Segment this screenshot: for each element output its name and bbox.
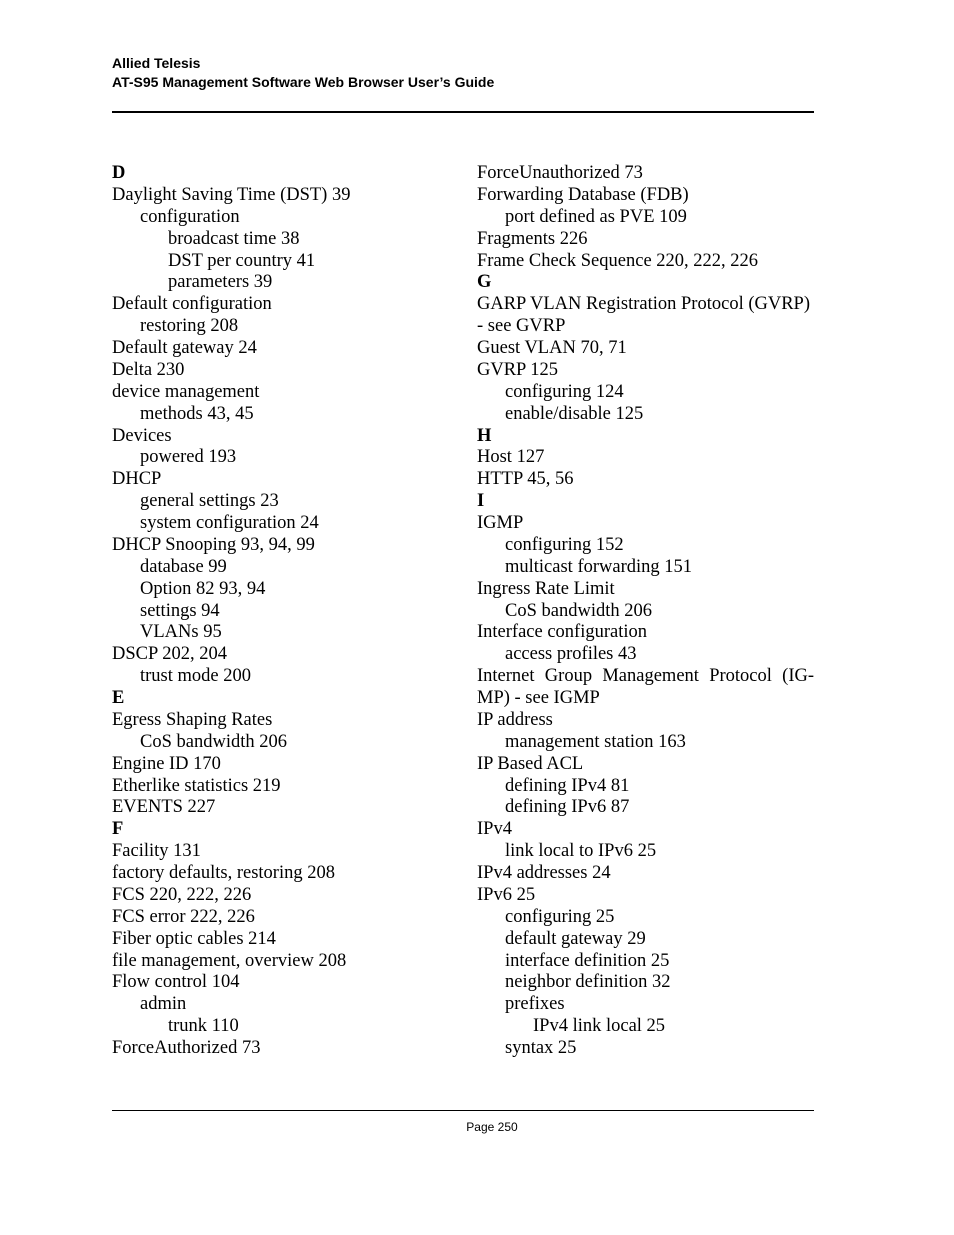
index-subentry: access profiles 43: [505, 644, 637, 665]
index-entry: Devices: [112, 425, 172, 446]
index-entry: Host 127: [477, 447, 545, 468]
index-subentry: interface definition 25: [505, 950, 670, 971]
index-entry: Engine ID 170: [112, 753, 221, 774]
index-subentry: management station 163: [505, 731, 686, 752]
guide-title: AT-S95 Management Software Web Browser User’s Guide: [112, 74, 495, 90]
index-entry: Fragments 226: [477, 228, 588, 249]
index-subentry: prefixes: [505, 994, 565, 1015]
index-subentry: admin: [140, 994, 187, 1015]
index-entry: IP address: [477, 709, 553, 730]
index-column-left: [112, 163, 452, 1060]
index-subentry: neighbor definition 32: [505, 972, 671, 993]
index-subentry: parameters 39: [168, 272, 273, 293]
index-subentry: port defined as PVE 109: [505, 206, 687, 227]
index-entry: file management, overview 208: [112, 950, 347, 971]
index-entry: EVENTS 227: [112, 797, 216, 818]
index-letter-heading: G: [477, 272, 492, 293]
index-entry: IGMP: [477, 513, 524, 533]
index-subentry: trust mode 200: [140, 666, 251, 687]
header-divider: [112, 111, 814, 113]
index-subentry: restoring 208: [140, 316, 239, 337]
index-entry: FCS error 222, 226: [112, 906, 255, 927]
index-entry: - see GVRP: [477, 316, 566, 337]
index-entry: Egress Shaping Rates: [112, 709, 273, 730]
index-entry: IP Based ACL: [477, 753, 584, 774]
index-subentry: configuring 25: [505, 906, 615, 927]
index-subentry: default gateway 29: [505, 928, 646, 949]
index-subentry: settings 94: [140, 600, 220, 621]
index-entry: Interface configuration: [477, 622, 648, 643]
index-entry: Etherlike statistics 219: [112, 775, 281, 796]
index-entry: factory defaults, restoring 208: [112, 863, 335, 883]
index-subentry: defining IPv4 81: [505, 775, 630, 796]
index-entry: Default gateway 24: [112, 338, 257, 358]
index-entry: Ingress Rate Limit: [477, 578, 615, 599]
index-letter-heading: E: [112, 688, 125, 708]
index-column-right: [477, 163, 814, 1060]
index-entry: IPv6 25: [477, 884, 536, 905]
index-entry: Frame Check Sequence 220, 222, 226: [477, 250, 759, 271]
running-header: [112, 54, 814, 92]
index-entry: IPv4: [477, 819, 512, 840]
index-letter-heading: I: [477, 491, 485, 512]
index-entry: HTTP 45, 56: [477, 469, 574, 490]
index-entry: GARP VLAN Registration Protocol (GVRP): [477, 294, 810, 315]
index-subentry: system configuration 24: [140, 513, 319, 533]
company-name: Allied Telesis: [112, 55, 201, 71]
index-entry: ForceUnauthorized 73: [477, 163, 643, 183]
page-number: Page 250: [466, 1120, 518, 1134]
index-entry: Facility 131: [112, 841, 201, 862]
index-entry: IPv4 addresses 24: [477, 863, 611, 883]
index-entry: Internet Group Management Protocol (IG-: [477, 666, 814, 687]
index-subentry: configuration: [140, 206, 240, 227]
index-subentry: broadcast time 38: [168, 228, 300, 249]
index-entry: device management: [112, 381, 260, 402]
index-entry: DHCP: [112, 469, 162, 490]
index-subentry: CoS bandwidth 206: [140, 731, 287, 752]
index-subentry: methods 43, 45: [140, 403, 254, 424]
index-entry: Fiber optic cables 214: [112, 928, 276, 949]
index-subentry: multicast forwarding 151: [505, 556, 693, 577]
index-subentry: configuring 124: [505, 381, 624, 402]
index-subentry: CoS bandwidth 206: [505, 600, 652, 621]
index-letter-heading: H: [477, 425, 492, 446]
index-entry: Delta 230: [112, 359, 185, 380]
index-entry: DSCP 202, 204: [112, 644, 227, 665]
footer-divider: [112, 1110, 814, 1111]
index-subentry: link local to IPv6 25: [505, 841, 657, 862]
index-entry: Default configuration: [112, 294, 272, 315]
index-entry: Daylight Saving Time (DST) 39: [112, 184, 351, 205]
index-subentry: configuring 152: [505, 534, 624, 555]
index-entry: DHCP Snooping 93, 94, 99: [112, 534, 315, 555]
index-subentry: powered 193: [140, 447, 237, 468]
index-subentry: database 99: [140, 556, 227, 577]
index-subentry: syntax 25: [505, 1038, 577, 1058]
index-subentry: Option 82 93, 94: [140, 578, 266, 599]
index-subentry: general settings 23: [140, 491, 279, 512]
index-subentry: defining IPv6 87: [505, 797, 630, 818]
index-letter-heading: F: [112, 819, 124, 840]
index-subentry: trunk 110: [168, 1016, 239, 1037]
index-entry: Flow control 104: [112, 972, 240, 993]
index-subentry: VLANs 95: [140, 622, 222, 643]
index-entry: MP) - see IGMP: [477, 688, 600, 708]
index-subentry: DST per country 41: [168, 250, 316, 271]
index-subentry: IPv4 link local 25: [533, 1016, 666, 1037]
index-entry: Guest VLAN 70, 71: [477, 338, 627, 358]
index-entry: FCS 220, 222, 226: [112, 884, 252, 905]
index-letter-heading: D: [112, 163, 126, 183]
index-subentry: enable/disable 125: [505, 403, 644, 424]
index-entry: GVRP 125: [477, 359, 559, 380]
index-entry: ForceAuthorized 73: [112, 1038, 261, 1058]
index-entry: Forwarding Database (FDB): [477, 184, 689, 205]
